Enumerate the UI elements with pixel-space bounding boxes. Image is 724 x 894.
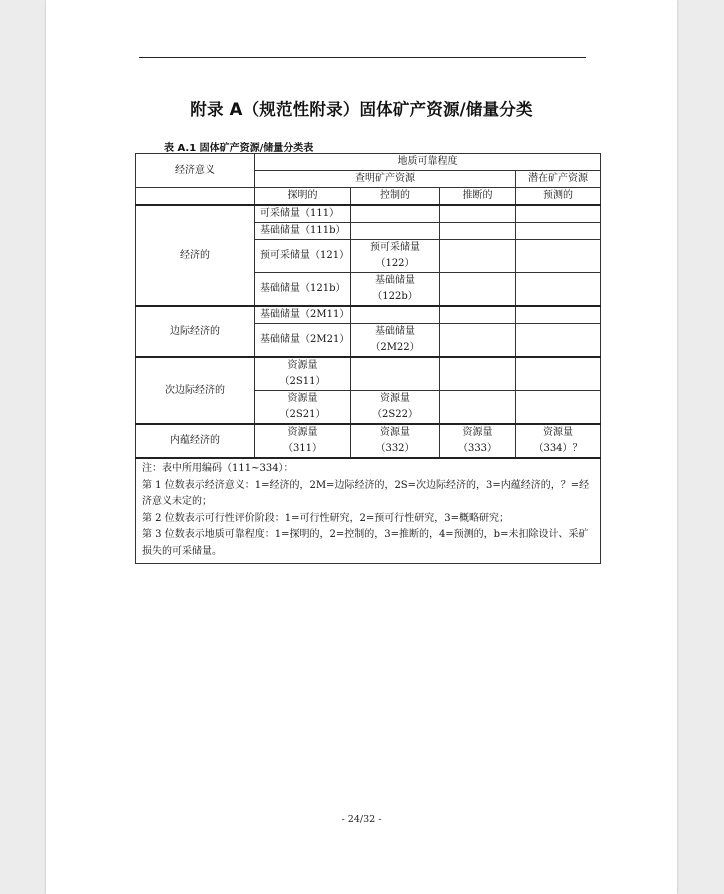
cell-311-name: 资源量 (287, 427, 318, 438)
page-number: - 24/32 - (341, 814, 382, 825)
row-label-intrinsic: 内蕴经济的 (136, 424, 255, 458)
cell-334 (516, 424, 601, 458)
table-cell (440, 324, 516, 358)
table-cell (440, 240, 516, 273)
table-cell (516, 223, 601, 240)
cell-122-name: 预可采储量 (370, 242, 420, 253)
cell-122-code: （122） (375, 258, 415, 269)
table-cell (440, 223, 516, 240)
header-geological-reliability: 地质可靠程度 (255, 154, 601, 171)
note-line: 第 2 位数表示可行性评价阶段：1=可行性研究，2=预可行性研究，3=概略研究； (142, 512, 509, 524)
cell-2s21-name: 资源量 (287, 393, 318, 404)
cell-333 (440, 424, 516, 458)
row-label-marginal: 边际经济的 (136, 306, 255, 357)
header-economic-significance: 经济意义 (136, 154, 255, 188)
cell-332 (351, 424, 440, 458)
cell-2s11-code: （2S11） (279, 376, 326, 387)
classification-table (135, 153, 601, 564)
table-cell (440, 273, 516, 307)
table-cell (516, 273, 601, 307)
cell-332-code: （332） (375, 443, 415, 454)
table-cell (516, 205, 601, 223)
cell-2s21-code: （2S21） (279, 409, 326, 420)
cell-334-name: 资源量 (543, 427, 573, 438)
cell-121: 预可采储量（121） (255, 240, 351, 273)
table-cell (351, 205, 440, 223)
cell-111: 可采储量（111） (255, 205, 351, 223)
table-notes (136, 458, 601, 564)
cell-2m22-name: 基础储量 (375, 326, 415, 337)
cell-122 (351, 240, 440, 273)
cell-2m22 (351, 324, 440, 358)
cell-2s11-name: 资源量 (287, 360, 318, 371)
table-cell (516, 324, 601, 358)
cell-334-code: （334）？ (533, 443, 583, 454)
row-label-economic: 经济的 (136, 205, 255, 306)
cell-121b: 基础储量（121b） (255, 273, 351, 307)
table-cell (351, 306, 440, 324)
cell-333-code: （333） (457, 443, 498, 454)
header-measured: 探明的 (255, 188, 351, 206)
header-predicted: 预测的 (516, 188, 601, 206)
cell-311-code: （311） (282, 443, 323, 454)
row-label-submarginal: 次边际经济的 (136, 357, 255, 424)
cell-111b: 基础储量（111b） (255, 223, 351, 240)
header-empty-cell (136, 188, 255, 206)
table-cell (351, 223, 440, 240)
cell-2s22 (351, 391, 440, 425)
header-indicated: 控制的 (351, 188, 440, 206)
header-identified-resources: 查明矿产资源 (255, 171, 516, 188)
table-cell (516, 357, 601, 391)
cell-2m11: 基础储量（2M11） (255, 306, 351, 324)
cell-2s21 (255, 391, 351, 425)
header-rule (139, 57, 586, 58)
note-line: 第 3 位数表示地质可靠程度：1=探明的，2=控制的，3=推断的，4=预测的，b=未扣除设计、采矿损失的可采储量。 (142, 529, 589, 557)
note-line: 注：表中所用编码（111~334）： (142, 463, 294, 474)
table-cell (516, 391, 601, 425)
cell-2m22-code: （2M22） (370, 342, 420, 353)
header-potential-resources: 潜在矿产资源 (516, 171, 601, 188)
page-title: 附录 A（规范性附录）固体矿产资源/储量分类 (190, 100, 533, 119)
table-cell (440, 306, 516, 324)
table-cell (516, 306, 601, 324)
document-page (46, 0, 677, 894)
cell-122b-code: （122b） (372, 291, 418, 302)
table-cell (351, 357, 440, 391)
table-cell (440, 205, 516, 223)
cell-332-name: 资源量 (380, 427, 410, 438)
note-line: 第 1 位数表示经济意义：1=经济的，2M=边际经济的，2S=次边际经济的，3=内蕴经济的，？=经济意义未定的； (142, 479, 590, 507)
cell-311 (255, 424, 351, 458)
cell-333-name: 资源量 (462, 427, 493, 438)
header-inferred: 推断的 (440, 188, 516, 206)
cell-2s22-name: 资源量 (380, 393, 410, 404)
cell-2s22-code: （2S22） (372, 409, 418, 420)
cell-2m21: 基础储量（2M21） (255, 324, 351, 358)
table-cell (440, 357, 516, 391)
table-cell (516, 240, 601, 273)
cell-122b-name: 基础储量 (375, 275, 415, 286)
table-caption: 表 A.1 固体矿产资源/储量分类表 (164, 143, 314, 154)
cell-122b (351, 273, 440, 307)
cell-2s11 (255, 357, 351, 391)
table-cell (440, 391, 516, 425)
